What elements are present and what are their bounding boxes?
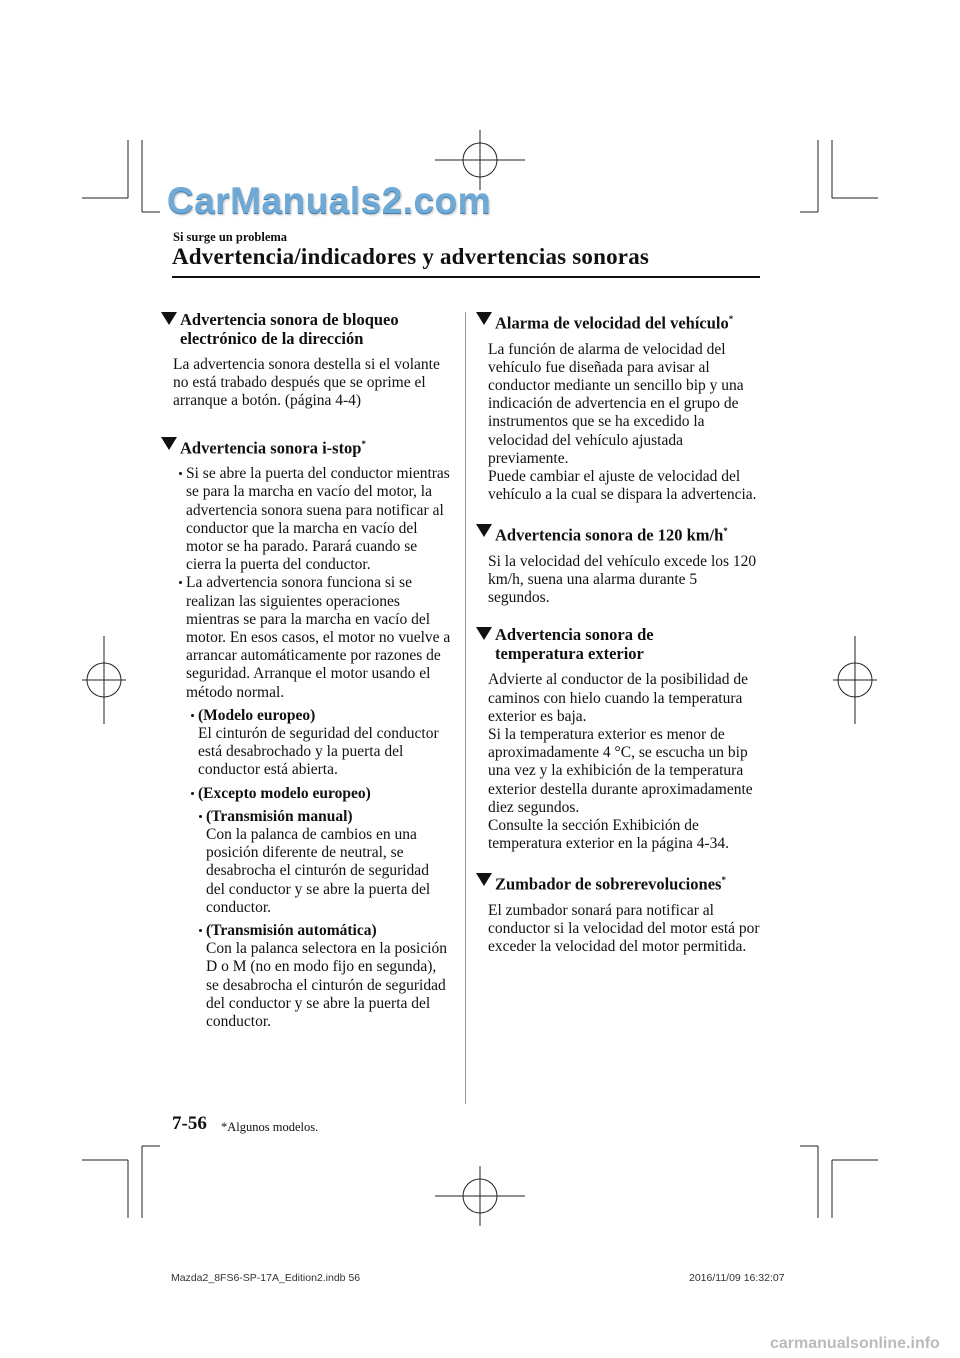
triangle-bullet-icon — [476, 524, 492, 537]
print-date: 2016/11/09 16:32:07 — [689, 1272, 785, 1284]
page-number: 7-56 — [172, 1113, 207, 1134]
bullet-dot-icon — [191, 792, 194, 795]
heading-120kmh: Advertencia sonora de 120 km/h* — [476, 522, 760, 545]
footnote: *Algunos modelos. — [221, 1120, 319, 1134]
list-item: Si se abre la puerta del conductor mientras se para la marcha en vacío del motor, la advertencia sonora suena para notificar al conductor que la marcha en vacío del motor se ha parado. Parará cuando se cierra la puerta del conductor. — [161, 465, 451, 574]
column-divider — [465, 312, 466, 1104]
list-item: (Modelo europeo) El cinturón de seguridad del conductor está desabrochado y la puerta del conductor está abierta. — [161, 707, 451, 780]
triangle-bullet-icon — [161, 312, 177, 325]
paragraph-outside-temp-2: Si la temperatura exterior es menor de aproximadamente 4 °C, se escucha un bip una vez y la exhibición de la temperatura exterior destella durante aproximadamente diez segundos. — [488, 726, 753, 816]
paragraph-outside-temp: Advierte al conductor de la posibilidad de caminos con hielo cuando la temperatura exterior es baja. — [488, 671, 748, 725]
bullet-dot-icon — [179, 581, 182, 584]
list-item: (Excepto modelo europeo) — [161, 785, 451, 803]
paragraph-outside-temp-3: Consulte la sección Exhibición de temperatura exterior en la página 4-34. — [488, 817, 729, 853]
heading-speed-alarm: Alarma de velocidad del vehículo* — [476, 310, 760, 333]
heading-istop: Advertencia sonora i-stop* — [161, 435, 451, 458]
footnote-mark: * — [723, 526, 728, 537]
watermark: carmanualsonline.info — [770, 1335, 940, 1352]
triangle-bullet-icon — [476, 873, 492, 886]
right-column — [476, 310, 760, 969]
bullet-dot-icon — [191, 714, 194, 717]
paragraph-overrev: El zumbador sonará para notificar al conductor si la velocidad del motor está por exceder la velocidad del motor permitida. — [488, 901, 760, 956]
paragraph-120kmh: Si la velocidad del vehículo excede los 120 km/h, suena una alarma durante 5 segundos. — [488, 552, 757, 607]
bullet-dot-icon — [179, 472, 182, 475]
left-column — [161, 310, 451, 1031]
paragraph-steering-lock: La advertencia sonora destella si el volante no está trabado después que se oprime el arranque a botón. (página 4-4) — [173, 356, 440, 410]
section-label: Si surge un problema — [173, 230, 288, 244]
heading-steering-lock: Advertencia sonora de bloqueo electrónico de la dirección — [161, 310, 451, 348]
bullet-dot-icon — [199, 815, 202, 818]
site-logo: CarManuals2.com — [167, 180, 492, 221]
heading-outside-temp: Advertencia sonora de temperatura exterior — [476, 625, 760, 663]
paragraph-speed-alarm-2: Puede cambiar el ajuste de velocidad del vehículo a la cual se dispara la advertencia. — [488, 467, 757, 504]
footnote-mark: * — [361, 438, 366, 449]
footnote-mark: * — [728, 314, 734, 324]
page-title: Advertencia/indicadores y advertencias sonoras — [172, 244, 650, 269]
paragraph-speed-alarm: La función de alarma de velocidad del vehículo fue diseñada para avisar al conductor mediante un sencillo bip y una indicación de advertencia en el grupo de instrumentos que se ha excedido la velocidad del vehículo ajustada previamente. — [488, 340, 744, 467]
heading-overrev: Zumbador de sobrerevoluciones* — [476, 871, 760, 894]
triangle-bullet-icon — [161, 437, 177, 450]
triangle-bullet-icon — [476, 627, 492, 640]
triangle-bullet-icon — [476, 312, 492, 325]
list-item: (Transmisión manual) Con la palanca de cambios en una posición diferente de neutral, se desabrocha el cinturón de seguridad del conductor y se abre la puerta del conductor. — [161, 808, 451, 917]
title-rule — [172, 276, 760, 278]
footnote-mark: * — [721, 875, 726, 886]
print-file-name: Mazda2_8FS6-SP-17A_Edition2.indb 56 — [171, 1272, 361, 1284]
bullet-dot-icon — [199, 929, 202, 932]
list-item: La advertencia sonora funciona si se realizan las siguientes operaciones mientras se para la marcha en vacío del motor. En esos casos, el motor no vuelve a arrancar automáticamente por razones de seguridad. Arranque el motor usando el método normal. — [161, 574, 451, 701]
list-item: (Transmisión automática) Con la palanca selectora en la posición D o M (no en modo fijo en segunda), se desabrocha el cinturón de seguridad del conductor y se abre la puerta del conductor. — [161, 922, 451, 1031]
